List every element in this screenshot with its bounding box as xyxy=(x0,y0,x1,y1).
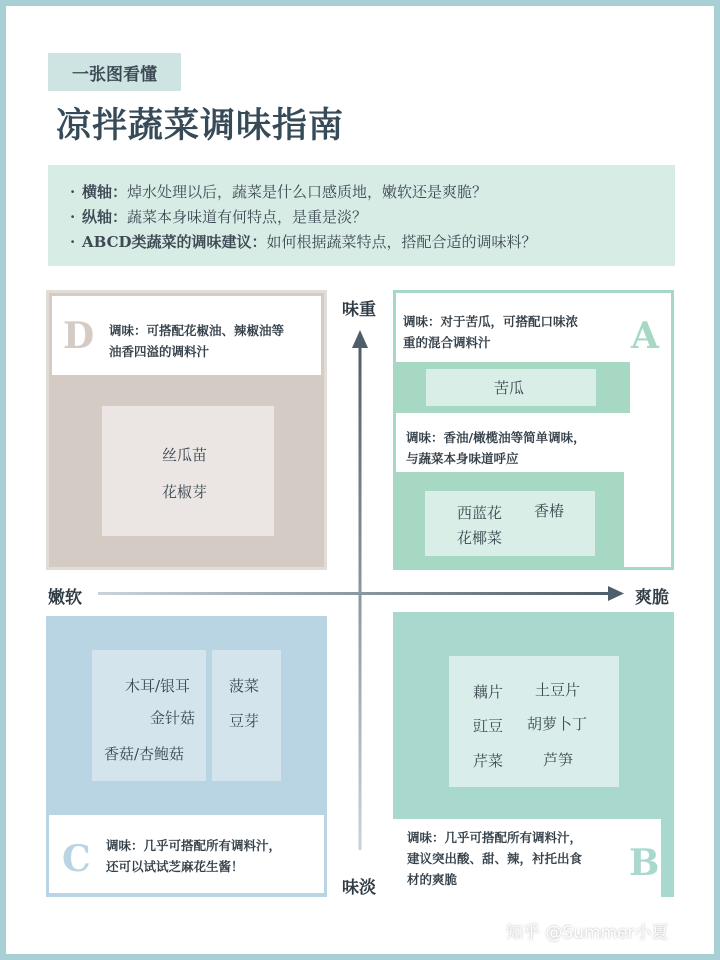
intro-text: 焯水处理以后，蔬菜是什么口感质地，嫩软还是爽脆？ xyxy=(127,183,488,201)
note-line: 调味：对于苦瓜，可搭配口味浓 xyxy=(403,314,579,329)
vegetable-label: 花椰菜 xyxy=(457,529,503,547)
quadrant-d-letter: D xyxy=(63,315,95,357)
arrow-right-icon xyxy=(608,586,624,601)
note-line: 调味：几乎可搭配所有调料汁， xyxy=(407,830,583,845)
bullet-icon: · xyxy=(70,208,76,226)
vegetable-label: 苦瓜 xyxy=(494,379,525,397)
axis-label-right: 爽脆 xyxy=(635,588,669,608)
vegetable-label: 金针菇 xyxy=(150,709,196,727)
note-line: 调味：几乎可搭配所有调料汁， xyxy=(106,838,282,853)
axis-label-top: 味重 xyxy=(342,300,376,320)
bullet-icon: · xyxy=(70,183,76,201)
quadrant-b-letter: B xyxy=(629,842,660,884)
intro-label: ABCD类蔬菜的调味建议： xyxy=(82,233,267,251)
note-line: 油香四溢的调料汁 xyxy=(109,344,210,359)
intro-text: 如何根据蔬菜特点，搭配合适的调味料？ xyxy=(266,233,537,251)
bullet-icon: · xyxy=(70,233,76,251)
note-line: 与蔬菜本身味道呼应 xyxy=(406,451,519,466)
note-line: 还可以试试芝麻花生酱！ xyxy=(106,859,244,874)
page xyxy=(6,6,714,954)
note-line: 重的混合调料汁 xyxy=(403,335,491,350)
vegetable-label: 胡萝卜丁 xyxy=(527,715,588,733)
vegetable-label: 豇豆 xyxy=(473,717,504,735)
quadrant-c-letter: C xyxy=(62,838,91,880)
vegetable-label: 丝瓜苗 xyxy=(162,446,208,464)
vegetable-label: 芹菜 xyxy=(473,752,504,770)
vegetable-label: 芦笋 xyxy=(543,751,574,769)
axes-svg xyxy=(6,6,714,954)
vegetable-label: 木耳/银耳 xyxy=(125,677,191,695)
note-line: 建议突出酸、甜、辣，衬托出食 xyxy=(407,851,583,866)
vegetable-label: 藕片 xyxy=(473,683,504,701)
watermark: 知乎 @Summer小夏 xyxy=(506,923,669,943)
quadrant-a-letter: A xyxy=(631,315,659,357)
vegetable-label: 花椒芽 xyxy=(162,483,208,501)
vegetable-label: 土豆片 xyxy=(535,681,581,699)
note-line: 调味：可搭配花椒油、辣椒油等 xyxy=(109,323,285,338)
vegetable-label: 香菇/杏鲍菇 xyxy=(104,745,185,763)
note-line: 调味：香油/橄榄油等简单调味， xyxy=(406,430,586,445)
intro-label: 纵轴： xyxy=(82,208,128,226)
note-line: 材的爽脆 xyxy=(407,872,458,887)
vegetable-label: 香椿 xyxy=(534,502,565,520)
header-tag: 一张图看懂 xyxy=(48,53,181,91)
vegetable-label: 豆芽 xyxy=(229,712,260,730)
axis-label-bottom: 味淡 xyxy=(342,878,376,898)
horizontal-axis xyxy=(98,592,610,595)
axis-label-left: 嫩软 xyxy=(48,588,82,608)
vegetable-label: 菠菜 xyxy=(229,677,260,695)
intro-text: 蔬菜本身味道有何特点，是重是淡？ xyxy=(127,208,368,226)
page-title: 凉拌蔬菜调味指南 xyxy=(56,105,345,146)
vegetable-label: 西蓝花 xyxy=(457,504,503,522)
intro-label: 横轴： xyxy=(82,183,128,201)
arrow-up-icon xyxy=(352,330,368,348)
vertical-axis xyxy=(359,346,362,850)
